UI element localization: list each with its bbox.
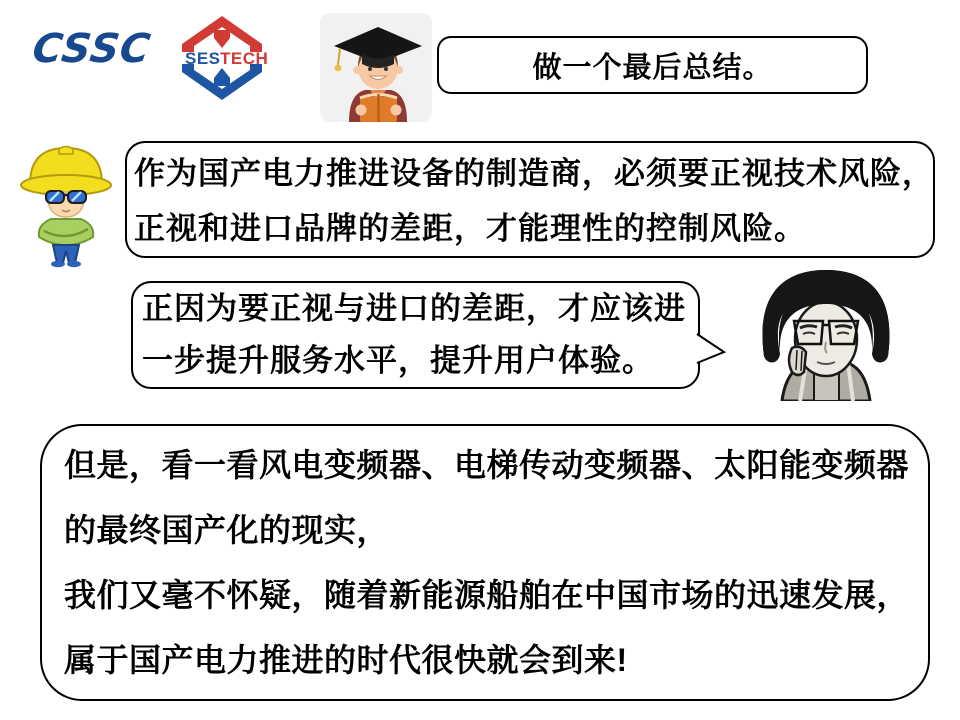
risk-text-line1: 作为国产电力推进设备的制造商，必须要正视技术风险，: [134, 156, 934, 191]
engineer-worker-icon: [10, 132, 124, 268]
service-text-line1: 正因为要正视与进口的差距，才应该进: [142, 291, 686, 326]
speech-bubble-tail-icon: [696, 331, 730, 371]
student-avatar-tile: [320, 13, 432, 122]
conclusion-line4: 属于国产电力推进的时代很快就会到来!: [64, 642, 628, 678]
sestech-ses-text: SES: [185, 49, 221, 68]
sestech-tech-text: TECH: [220, 49, 269, 68]
sestech-roof-icon: [182, 16, 262, 52]
graduate-student-reading-icon: [320, 13, 432, 122]
conclusion-box: [40, 424, 930, 701]
service-text-line2: 一步提升服务水平，提升用户体验。: [142, 343, 654, 378]
cssc-logo: CSSC: [29, 26, 154, 72]
summary-speech-bubble: [437, 36, 868, 94]
conclusion-line3: 我们又毫不怀疑，随着新能源船舶在中国市场的迅速发展，: [64, 577, 910, 613]
sestech-logo: [172, 12, 272, 104]
conclusion-line2: 的最终国产化的现实，: [64, 512, 390, 548]
summary-text: 做一个最后总结。: [532, 51, 773, 84]
risk-text-line2: 正视和进口品牌的差距，才能理性的控制风险。: [134, 211, 806, 246]
risk-speech-bubble: [125, 141, 935, 258]
service-speech-bubble: [131, 281, 700, 389]
conclusion-line1: 但是，看一看风电变频器、电梯传动变频器、太阳能变频器: [64, 447, 910, 483]
thinking-meme-face-icon: [740, 264, 910, 401]
sestech-keel-icon: [182, 64, 262, 100]
